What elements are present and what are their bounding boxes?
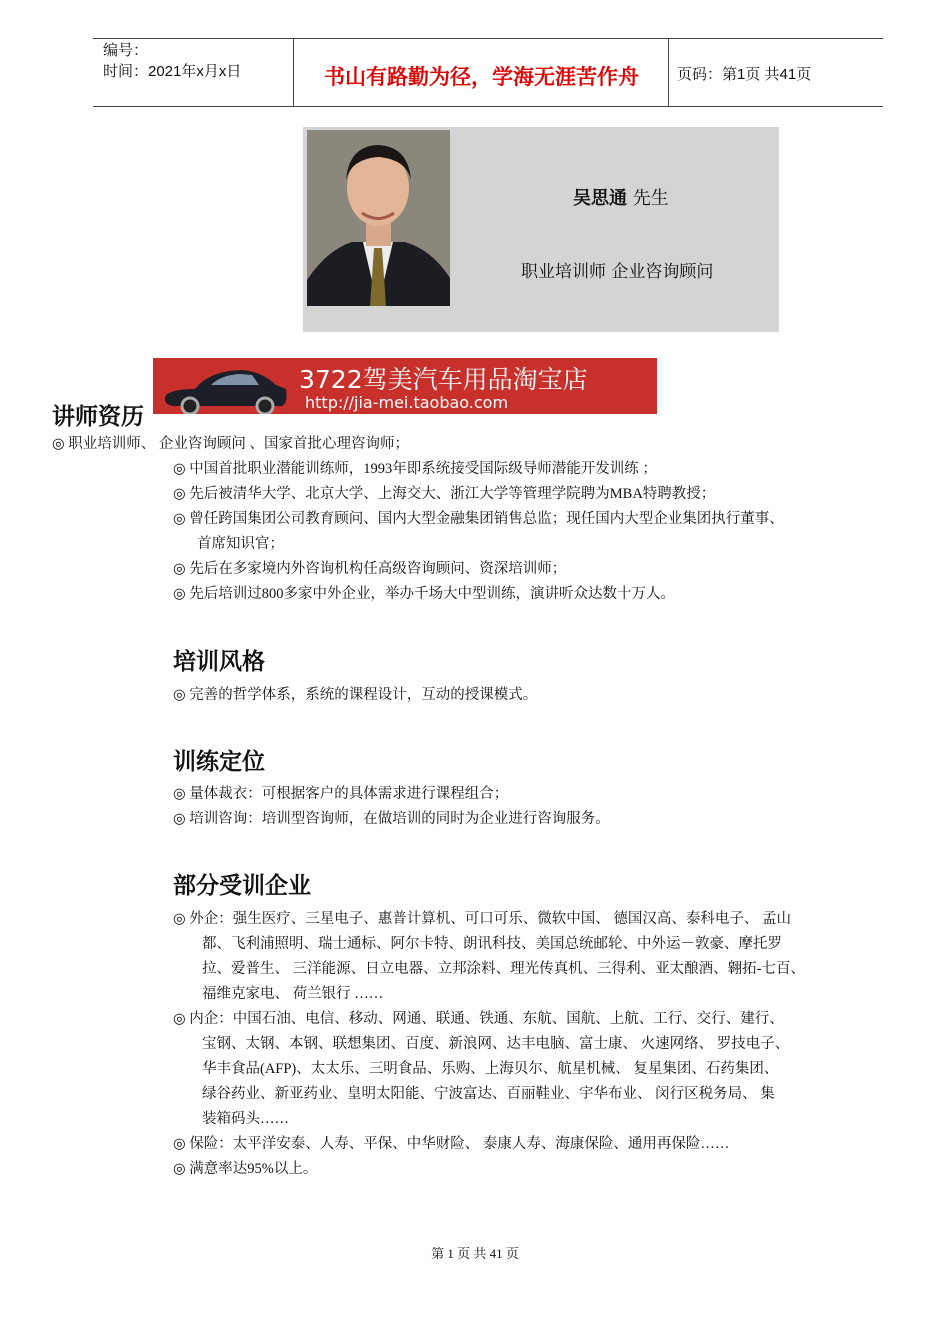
banner-title: 3722驾美汽车用品淘宝店: [299, 365, 588, 394]
car-icon: [153, 358, 293, 414]
text-line: 首席知识官；: [197, 536, 284, 552]
text-line: ◎ 完善的哲学体系，系统的课程设计，互动的授课模式。: [173, 687, 538, 703]
text-line: ◎ 内企：中国石油、电信、移动、网通、联通、铁通、东航、国航、上航、工行、交行、建行、: [173, 1011, 784, 1027]
text-line: ◎ 满意率达95%以上。: [173, 1161, 318, 1177]
portrait-image: [307, 130, 450, 306]
text-line: ◎ 先后培训过800多家中外企业，举办千场大中型训练，演讲听众达数十万人。: [173, 586, 676, 602]
profile-card: [303, 127, 779, 332]
header-divider: [293, 39, 294, 106]
time-label: 时间：2021年x月x日: [103, 63, 242, 80]
text-line: ◎ 曾任跨国集团公司教育顾问、国内大型金融集团销售总监；现任国内大型企业集团执行董事、: [173, 511, 784, 527]
page-footer: 第 1 页 共 41 页: [431, 1246, 519, 1261]
header-meta: [103, 40, 241, 82]
heading-credentials: 讲师资历: [52, 404, 144, 430]
text-line: ◎ 中国首批职业潜能训练师，1993年即系统接受国际级导师潜能开发训练 ；: [173, 461, 657, 477]
text-line: 都、飞利浦照明、瑞士通标、阿尔卡特、朗讯科技、美国总统邮轮、中外运－敦豪、摩托罗: [202, 936, 782, 952]
text-line: 华丰食品(AFP)、太太乐、三明食品、乐购、上海贝尔、航星机械、 复星集团、石药集团、: [202, 1061, 779, 1077]
profile-photo: [307, 130, 450, 306]
number-label: 编号：: [103, 42, 149, 59]
heading-positioning: 训练定位: [173, 749, 265, 775]
text-line: ◎ 先后在多家境内外咨询机构任高级咨询顾问、资深培训师；: [173, 561, 567, 577]
heading-style: 培训风格: [173, 649, 265, 675]
ad-banner[interactable]: [153, 358, 657, 414]
text-line: 拉、爱普生、 三洋能源、日立电器、立邦涂料、理光传真机、三得利、亚太酿酒、翱拓-七百、: [202, 961, 805, 977]
text-line: 宝钢、太钢、本钢、联想集团、百度、新浪网、达丰电脑、富士康、 火速网络、 罗技电子、: [202, 1036, 790, 1052]
heading-clients: 部分受训企业: [173, 873, 311, 899]
text-line: ◎ 职业培训师、 企业咨询顾问 、国家首批心理咨询师；: [52, 436, 410, 452]
header-divider: [668, 39, 669, 106]
text-line: ◎ 保险：太平洋安泰、人寿、平保、中华财险、 泰康人寿、海康保险、通用再保险……: [173, 1136, 730, 1152]
text-line: ◎ 量体裁衣：可根据客户的具体需求进行课程组合；: [173, 786, 509, 802]
profile-honorific: 先生: [632, 188, 669, 209]
profile-title: 职业培训师 企业咨询顾问: [521, 262, 714, 282]
text-line: ◎ 外企：强生医疗、三星电子、惠普计算机、可口可乐、微软中国、 德国汉高、泰科电子、 孟山: [173, 911, 792, 927]
text-line: 绿谷药业、新亚药业、皇明太阳能、宁波富达、百丽鞋业、宇华布业、 闵行区税务局、 集: [202, 1086, 775, 1102]
text-line: ◎ 先后被清华大学、北京大学、上海交大、浙江大学等管理学院聘为MBA特聘教授；: [173, 486, 716, 502]
profile-name-line: [573, 184, 669, 210]
header-motto: 书山有路勤为径，学海无涯苦作舟: [324, 64, 639, 89]
profile-name: 吴思通: [573, 188, 627, 209]
text-line: ◎ 培训咨询：培训型咨询师，在做培训的同时为企业进行咨询服务。: [173, 811, 610, 827]
page-header: [93, 38, 883, 107]
text-line: 装箱码头……: [202, 1111, 289, 1127]
header-page-label: 页码：第1页 共41页: [677, 66, 812, 83]
text-line: 福维克家电、 荷兰银行 ……: [202, 986, 384, 1002]
banner-url[interactable]: http://jia-mei.taobao.com: [305, 393, 509, 412]
